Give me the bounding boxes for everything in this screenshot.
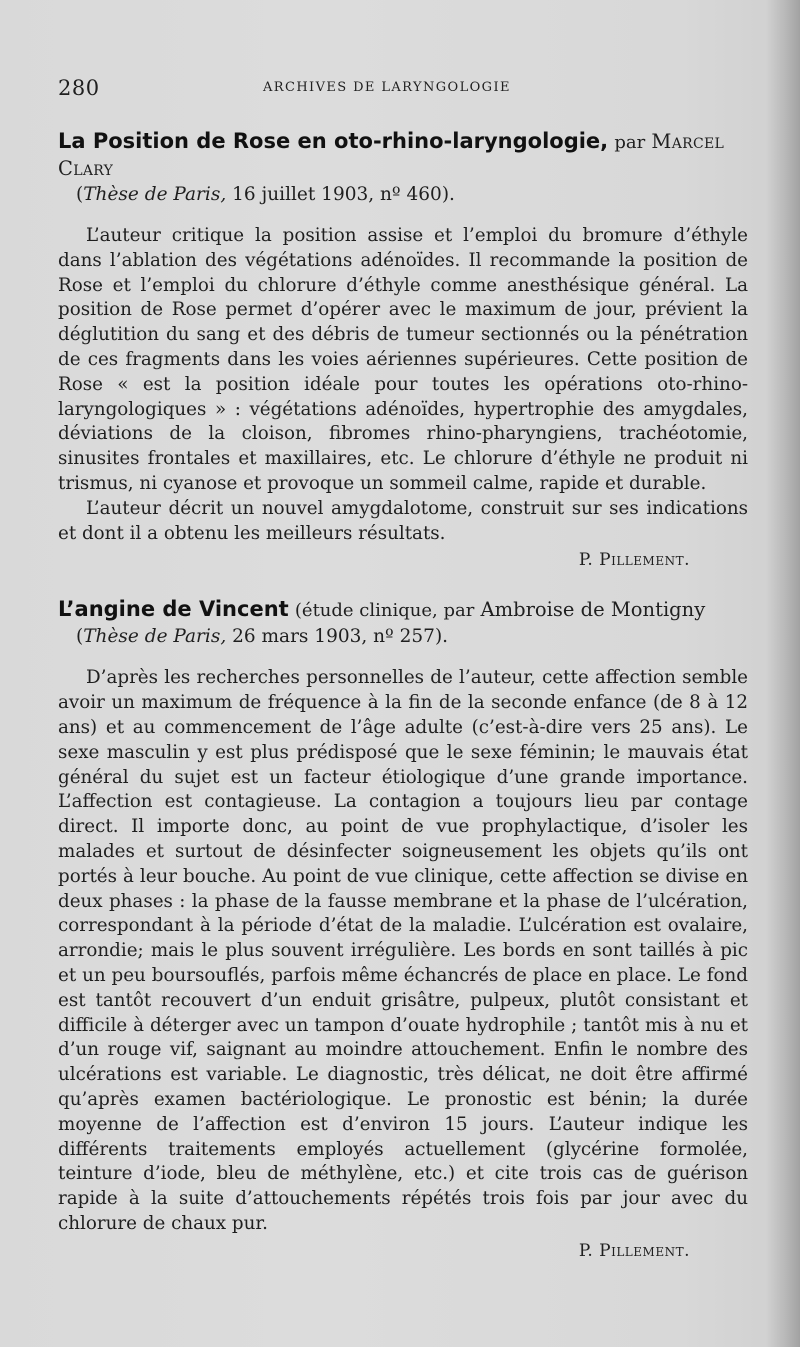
running-head (58, 76, 748, 110)
source-date: 26 mars 1903, nº 257). (232, 626, 449, 648)
article-paragraph: D’après les recherches personnelles de l’auteur, cette affection semble avoir un maximum de fréquence à la fin de la seconde enfance (de 8 à 12 ans) et au commencement de l’âge adulte (c’est-à-dire vers 25 ans). Le sexe masculin y est plus prédisposé que le sexe féminin; le mauvais état général du sujet est un facteur étiologique d’une grande importance. L’affection est contagieuse. La contagion a toujours lieu par contage direct. Il importe donc, au point de vue prophylactique, d’isoler les malades et surtout de désinfecter soigneusement les objets qu’ils ont portés à leur bouche. Au point de vue clinique, cette affection se divise en deux phases : la phase de la fausse membrane et la phase de l’ulcération, correspondant à la période d’état de la maladie. L’ulcération est ovalaire, arrondie; mais le plus souvent irrégulière. Les bords en sont taillés à pic et un peu boursouflés, parfois même échancrés de place en place. Le fond est tantôt recouvert d’un enduit grisâtre, pulpeux, plutôt consistant et difficile à déterger avec un tampon d’ouate hydrophile ; tantôt mis à nu et d’un rouge vif, saignant au moindre attouchement. Enfin le nombre des ulcérations est variable. Le diagnostic, très délicat, ne doit être affirmé qu’après examen bactériologique. Le pronostic est bénin; la durée moyenne de l’affection est d’environ 15 jours. L’auteur indique les différents traitements employés actuellement (glycérine formolée, teinture d’iode, bleu de méthylène, etc.) et cite trois cas de guérison rapide à la suite d’attouchements répétés trois fois par jour avec du chlorure de chaux pur. (58, 667, 748, 1234)
article-title: La Position de Rose en oto-rhino-laryngologie, (58, 129, 609, 153)
article-author: Ambroise de Montigny (480, 598, 706, 622)
article-by: par (614, 132, 646, 153)
article-signature: P. Pillement. (578, 1240, 690, 1261)
article-heading (58, 596, 748, 650)
journal-title: ARCHIVES DE LARYNGOLOGIE (263, 80, 511, 95)
article-author: Marcel Clary (58, 130, 725, 180)
article-source: (Thèse de Paris, 16 juillet 1903, nº 460). (76, 184, 455, 205)
article-paragraph: L’auteur critique la position assise et l’emploi du bromure d’éthyle dans l’ablation des végétations adénoïdes. Il recommande la position de Rose et l’emploi du chlorure d’éthyle comme anesthésique général. La position de Rose permet d’opérer avec le maximum de jour, prévient la déglutition du sang et des débris de tumeur sectionnés ou la pénétration de ces fragments dans les voies aériennes supérieures. Cette position de Rose « est la position idéale pour toutes les opérations oto-rhino-laryngologiques » : végétations adénoïdes, hypertrophie des amygdales, déviations de la cloison, fibromes rhino-pharyngiens, trachéotomie, sinusites frontales et maxillaires, etc. Le chlorure d’éthyle ne produit ni trismus, ni cyanose et provoque un sommeil calme, rapide et durable. (58, 225, 748, 494)
source-thesis: Thèse de Paris, (83, 626, 227, 648)
page-number: 280 (58, 76, 100, 100)
article-rose-position (58, 128, 748, 570)
article-by: (étude clinique, par (294, 600, 475, 622)
article-heading (58, 128, 748, 208)
page-content (58, 76, 748, 1287)
article-title: L’angine de Vincent (58, 597, 289, 622)
article-vincent-angina (58, 596, 748, 1260)
article-source: (Thèse de Paris, 26 mars 1903, nº 257). (76, 626, 449, 648)
article-signature: P. Pillement. (578, 550, 690, 571)
source-thesis: Thèse de Paris, (83, 184, 227, 205)
binding-shadow (766, 0, 800, 1347)
source-date: 16 juillet 1903, nº 460). (232, 184, 455, 205)
article-paragraph: L’auteur décrit un nouvel amygdalotome, construit sur ses indications et dont il a obtenu les meilleurs résultats. (58, 497, 748, 544)
